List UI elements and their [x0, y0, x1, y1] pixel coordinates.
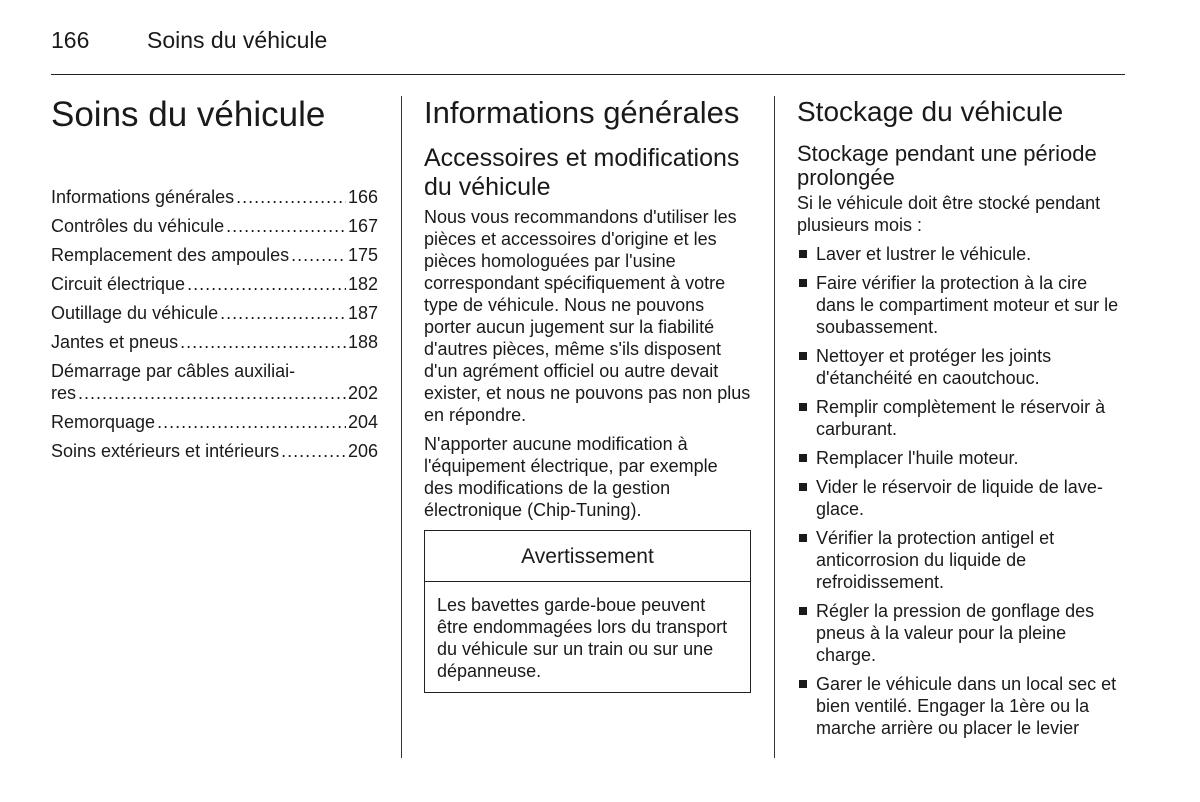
storage-column — [797, 96, 1125, 746]
toc-entry-page: 204 — [347, 412, 378, 432]
bullet-square-icon — [799, 352, 807, 360]
list-item-text: Laver et lustrer le véhicule. — [816, 244, 1032, 264]
toc-entry[interactable] — [51, 215, 378, 237]
toc-entry[interactable] — [51, 440, 378, 462]
list-item — [797, 345, 1125, 389]
toc-leader-dots — [226, 215, 346, 237]
chapter-title: Soins du véhicule — [51, 95, 326, 134]
toc-leader-dots — [220, 302, 346, 324]
warning-box — [424, 530, 751, 693]
toc-leader-dots — [180, 331, 346, 353]
list-item — [797, 673, 1125, 739]
bullet-square-icon — [799, 534, 807, 542]
list-item — [797, 600, 1125, 666]
paragraph: Nous vous recommandons d'utiliser les pièces et accessoires d'origine et les pièces homologuées par l'usine correspondant spécifiquement à votre type de véhicule. Nous ne pouvons porter aucun jugement sur la fiabilité d'autres pièces, même s'ils disposent d'un agrément officiel ou autre devait exister, et nous ne pouvons pas non plus en répondre. — [424, 207, 751, 425]
bullet-square-icon — [799, 279, 807, 287]
toc-entry[interactable] — [51, 302, 378, 324]
toc-entry[interactable] — [51, 411, 378, 433]
toc-entry-label: Remplacement des ampoules — [51, 245, 290, 265]
list-item — [797, 447, 1125, 469]
page-number: 166 — [51, 27, 90, 53]
subsection-title: Stockage pendant une période prolongée — [797, 141, 1097, 190]
list-item — [797, 527, 1125, 593]
bullet-square-icon — [799, 680, 807, 688]
toc-entry[interactable] — [51, 331, 378, 353]
toc-entry-label: Outillage du véhicule — [51, 303, 219, 323]
list-item — [797, 396, 1125, 440]
warning-title: Avertissement — [425, 531, 750, 582]
subsection-title: Accessoires et modifications du véhicule — [424, 144, 740, 201]
bullet-square-icon — [799, 483, 807, 491]
toc-entry[interactable] — [51, 186, 378, 208]
general-info-column — [424, 96, 751, 693]
toc-entry-page: 167 — [347, 216, 378, 236]
list-item-text: Vérifier la protection antigel et anticorrosion du liquide de refroidissement. — [816, 528, 1055, 592]
paragraph: Si le véhicule doit être stocké pendant plusieurs mois : — [797, 193, 1101, 235]
toc-entry[interactable] — [51, 273, 378, 295]
toc-entry-label: Remorquage — [51, 412, 156, 432]
section-title: Stockage du véhicule — [797, 96, 1064, 127]
bullet-square-icon — [799, 607, 807, 615]
list-item-text: Nettoyer et protéger les joints d'étanchéité en caoutchouc. — [816, 346, 1052, 388]
running-title: Soins du véhicule — [147, 27, 328, 53]
warning-text: Les bavettes garde-boue peuvent être endommagées lors du transport du véhicule sur un train ou sur une dépanneuse. — [437, 595, 728, 681]
toc-entry-label: Informations générales — [51, 187, 235, 207]
list-item-text: Remplir complètement le réservoir à carburant. — [816, 397, 1106, 439]
paragraph: N'apporter aucune modification à l'équipement électrique, par exemple des modifications de la gestion électronique (Chip-Tuning). — [424, 434, 718, 520]
column-divider-1 — [401, 96, 402, 758]
list-item — [797, 272, 1125, 338]
toc-leader-dots — [281, 440, 346, 462]
section-title: Informations générales — [424, 95, 740, 130]
bullet-square-icon — [799, 403, 807, 411]
toc-entry-label: Contrôles du véhicule — [51, 216, 225, 236]
toc-leader-dots — [187, 273, 346, 295]
list-item — [797, 243, 1125, 265]
list-item-text: Régler la pression de gonflage des pneus à la valeur pour la pleine charge. — [816, 601, 1095, 665]
bullet-square-icon — [799, 454, 807, 462]
chapter-contents-column — [51, 96, 378, 469]
toc-entry-page: 206 — [347, 441, 378, 461]
list-item-text: Remplacer l'huile moteur. — [816, 448, 1019, 468]
toc-entry[interactable] — [51, 360, 378, 404]
list-item-text: Garer le véhicule dans un local sec et bien ventilé. Engager la 1ère ou la marche arrière ou placer le levier — [816, 674, 1117, 738]
toc-entry-label: Démarrage par câbles auxiliai- — [51, 361, 296, 381]
toc-entry-page: 188 — [347, 332, 378, 352]
toc-entry-label: Soins extérieurs et intérieurs — [51, 441, 280, 461]
page-header — [51, 24, 1125, 75]
toc-entry-page: 175 — [347, 245, 378, 265]
toc-entry-page: 182 — [347, 274, 378, 294]
toc-leader-dots — [157, 411, 346, 433]
toc-entry-label: Circuit électrique — [51, 274, 186, 294]
list-item — [797, 476, 1125, 520]
toc-leader-dots — [236, 186, 346, 208]
toc-entry-page: 166 — [347, 187, 378, 207]
list-item-text: Vider le réservoir de liquide de lave-glace. — [816, 477, 1103, 519]
toc-entry-page: 187 — [347, 303, 378, 323]
toc-leader-dots — [78, 382, 346, 404]
list-item-text: Faire vérifier la protection à la cire dans le compartiment moteur et sur le soubassement. — [816, 273, 1119, 337]
table-of-contents — [51, 186, 378, 462]
toc-entry-page: 202 — [347, 383, 378, 403]
toc-leader-dots — [291, 244, 346, 266]
toc-entry-label-continued: res — [51, 383, 77, 403]
toc-entry-label: Jantes et pneus — [51, 332, 179, 352]
column-divider-2 — [774, 96, 775, 758]
storage-checklist — [797, 243, 1125, 739]
bullet-square-icon — [799, 250, 807, 258]
toc-entry[interactable] — [51, 244, 378, 266]
